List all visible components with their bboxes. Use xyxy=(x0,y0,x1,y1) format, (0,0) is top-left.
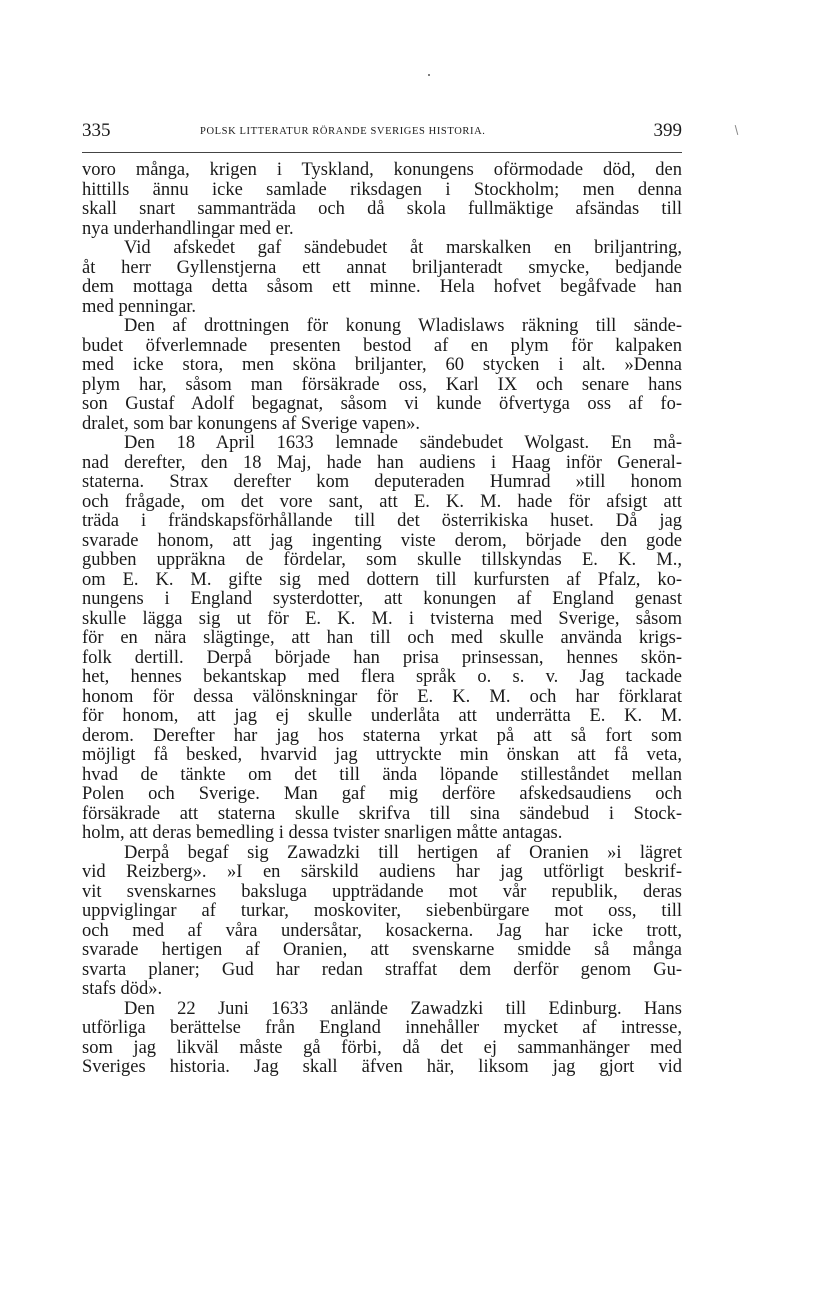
text-line: vid Reizberg». »I en särskild audiens har jag utförligt beskrif- xyxy=(82,862,682,882)
text-line: son Gustaf Adolf begagnat, såsom vi kunde öfvertyga oss af fo- xyxy=(82,394,682,414)
text-line: skall snart sammanträda och då skola fullmäktige afsändas till xyxy=(82,199,682,219)
text-line: holm, att deras bemedling i dessa tvister snarligen måtte antagas. xyxy=(82,823,563,843)
text-line: svarade hertigen af Oranien, att svenskarne smidde så många xyxy=(82,940,682,960)
text-line: voro många, krigen i Tyskland, konungens oförmodade död, den xyxy=(82,160,682,180)
text-line: träda i frändskapsförhållande till det österrikiska huset. Då jag xyxy=(82,511,682,531)
text-line: möjligt få besked, hvarvid jag uttryckte min önskan att få veta, xyxy=(82,745,682,765)
text-line: Derpå begaf sig Zawadzki till hertigen af Oranien »i lägret xyxy=(124,842,682,863)
text-line: med icke stora, men sköna briljanter, 60 stycken i alt. »Denna xyxy=(82,355,682,375)
text-line: gubben uppräkna de fördelar, som skulle tillskyndas E. K. M., xyxy=(82,550,682,570)
text-line: försäkrade att staterna skulle skrifva till sina sändebud i Stock- xyxy=(82,803,682,824)
text-line: budet öfverlemnade presenten bestod af en plym för kalpaken xyxy=(82,335,682,356)
body-text xyxy=(82,161,682,1078)
text-line: honom för dessa välönskningar för E. K. M. och har förklarat xyxy=(82,686,682,707)
text-line: nad derefter, den 18 Maj, hade han audiens i Haag inför General- xyxy=(82,452,682,473)
margin-mark xyxy=(735,125,739,135)
text-line: uppviglingar af turkar, moskoviter, siebenbürgare mot oss, till xyxy=(82,901,682,921)
running-head xyxy=(82,118,682,148)
text-line: hvad de tänkte om det till ända löpande stilleståndet mellan xyxy=(82,764,682,785)
text-line: vit svenskarnes baksluga uppträdande mot vår republik, deras xyxy=(82,881,682,902)
text-line: skulle lägga sig ut för E. K. M. i tvisterna med Sverige, såsom xyxy=(82,608,682,629)
page-number: 399 xyxy=(653,120,682,141)
text-line: om E. K. M. gifte sig med dottern till kurfursten af Pfalz, ko- xyxy=(82,569,682,590)
text-line: nya underhandlingar med er. xyxy=(82,218,294,239)
left-page-number: 335 xyxy=(82,120,111,141)
print-speck xyxy=(428,74,430,76)
text-line: nungens i England systerdotter, att konungen af England genast xyxy=(82,589,682,609)
running-title: POLSK LITTERATUR RÖRANDE SVERIGES HISTORIA. xyxy=(200,126,486,137)
text-line: het, hennes bekantskap med flera språk o. s. v. Jag tackade xyxy=(82,667,682,687)
text-line: svarta planer; Gud har redan straffat dem derför genom Gu- xyxy=(82,959,682,980)
text-line: staterna. Strax derefter kom deputeraden Humrad »till honom xyxy=(82,472,682,492)
text-line: folk dertill. Derpå började han prisa prinsessan, hennes skön- xyxy=(82,647,682,668)
text-line: och frågade, om det vore sant, att E. K. M. hade för afsigt att xyxy=(82,491,682,512)
text-line: Den 22 Juni 1633 anlände Zawadzki till Edinburg. Hans xyxy=(124,998,682,1019)
text-line: svarade honom, att jag ingenting viste derom, började den gode xyxy=(82,530,682,551)
text-line: dralet, som bar konungens af Sverige vapen». xyxy=(82,413,421,434)
text-line: Polen och Sverige. Man gaf mig derföre afskedsaudiens och xyxy=(82,784,682,804)
text-line: utförliga berättelse från England innehåller mycket af intresse, xyxy=(82,1018,682,1038)
text-line: för en nära slägtinge, att han till och med skulle använda krigs- xyxy=(82,628,682,648)
text-line: Den 18 April 1633 lemnade sändebudet Wolgast. En må- xyxy=(124,433,682,453)
text-line: som jag likväl måste gå förbi, då det ej sammanhänger med xyxy=(82,1037,682,1058)
text-line: hittills ännu icke samlade riksdagen i Stockholm; men denna xyxy=(82,179,682,200)
text-line: för honom, att jag ej skulle underlåta att underrätta E. K. M. xyxy=(82,706,682,726)
text-line: stafs död». xyxy=(82,979,163,999)
text-line: dem mottaga detta såsom ett minne. Hela hofvet begåfvade han xyxy=(82,277,682,297)
text-line: med penningar. xyxy=(82,296,197,317)
text-line: Den af drottningen för konung Wladislaws räkning till sände- xyxy=(124,316,682,336)
text-line: åt herr Gyllenstjerna ett annat briljanteradt smycke, bedjande xyxy=(82,257,682,278)
text-line: derom. Derefter har jag hos staterna yrkat på att så fort som xyxy=(82,725,682,746)
header-rule xyxy=(82,152,682,153)
text-line: och med af våra undersåtar, kosackerna. Jag har icke trott, xyxy=(82,920,682,941)
text-line: Vid afskedet gaf sändebudet åt marskalken en briljantring, xyxy=(124,238,682,258)
text-line: plym har, såsom man försäkrade oss, Karl IX och senare hans xyxy=(82,374,682,395)
text-line: Sveriges historia. Jag skall äfven här, liksom jag gjort vid xyxy=(82,1057,682,1077)
